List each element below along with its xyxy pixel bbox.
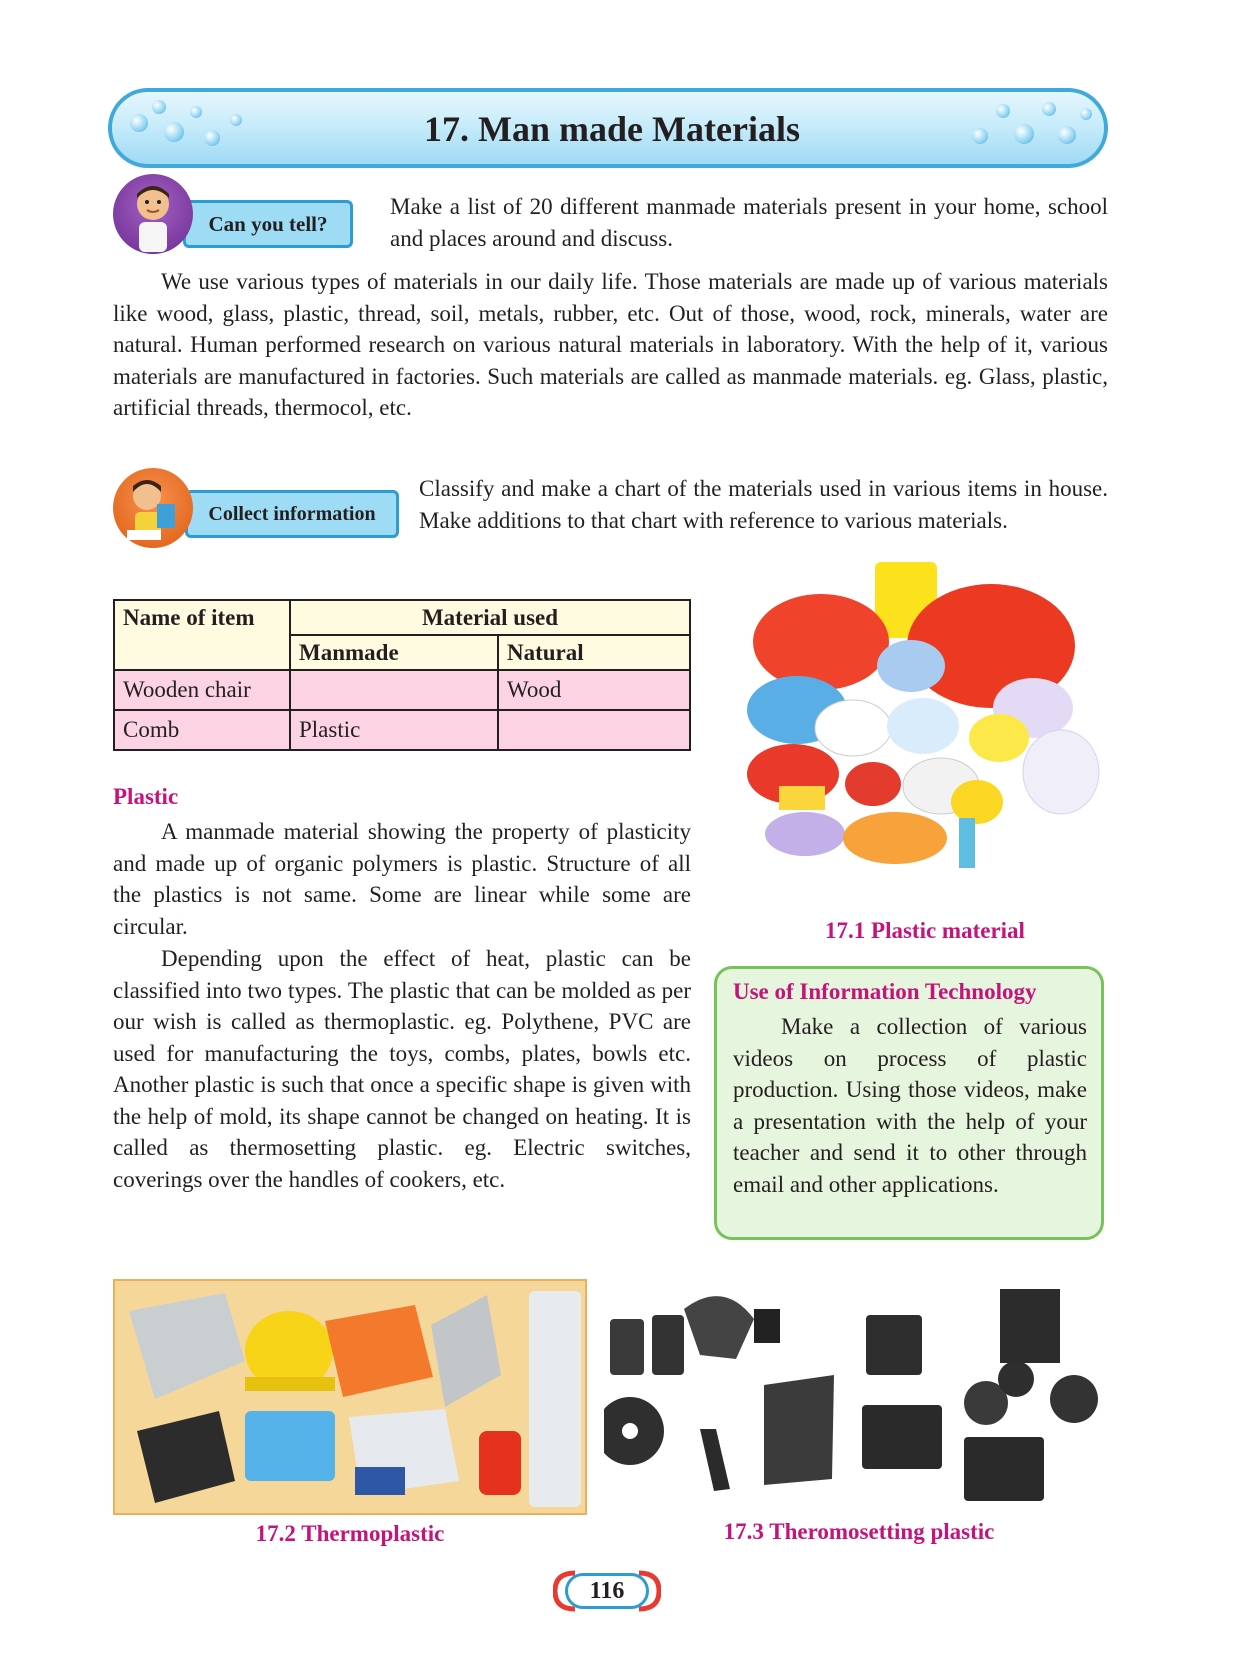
can-you-tell-badge bbox=[113, 174, 353, 250]
figure-17-1-caption: 17.1 Plastic material bbox=[825, 918, 1025, 943]
table-row bbox=[114, 670, 690, 710]
page-title: 17. Man made Materials bbox=[424, 109, 800, 149]
it-box-text: Make a collection of various videos on process of plastic production. Using those videos, make a presentation with the help of your teacher and send it to other through email and other applications. bbox=[733, 1014, 1087, 1197]
information-technology-box bbox=[714, 966, 1104, 1240]
plastic-material-image bbox=[745, 548, 1105, 898]
cell-item: Comb bbox=[114, 710, 290, 750]
cell-natural bbox=[498, 710, 690, 750]
reading-boy-icon bbox=[113, 468, 193, 548]
materials-table bbox=[113, 599, 691, 751]
header-manmade: Manmade bbox=[290, 635, 498, 670]
cell-manmade: Plastic bbox=[290, 710, 498, 750]
it-box-heading: Use of Information Technology bbox=[733, 979, 1037, 1004]
plastic-paragraph-2: Depending upon the effect of heat, plastic can be classified into two types. The plastic that can be molded as per our wish is called as thermoplastic. eg. Polythene, PVC are used for manufacturing the toys, combs, plates, bowls etc. Another plastic is such that once a specific shape is given with the help of mold, its shape cannot be changed on heating. It is called as thermosetting plastic. eg. Electric switches, coverings over the handles of cookers, etc. bbox=[113, 946, 691, 1192]
figure-17-2-caption: 17.2 Thermoplastic bbox=[255, 1521, 445, 1546]
intro-paragraph: We use various types of materials in our daily life. Those materials are made up of various materials like wood, glass, plastic, thread, soil, metals, rubber, etc. Out of those, wood, rock, minerals, water are natural. Human performed research on various natural materials in laboratory. With the help of it, various materials are manufactured in factories. Such materials are called as manmade materials. eg. Glass, plastic, artificial threads, thermocol, etc. bbox=[113, 269, 1108, 420]
collect-information-text: Classify and make a chart of the materials used in various items in house. Make additions to that chart with reference to various materials. bbox=[419, 476, 1108, 533]
can-you-tell-text: Make a list of 20 different manmade materials present in your home, school and places around and discuss. bbox=[390, 194, 1108, 251]
header-material-used: Material used bbox=[290, 600, 690, 635]
cell-manmade bbox=[290, 670, 498, 710]
cell-item: Wooden chair bbox=[114, 670, 290, 710]
title-banner bbox=[108, 88, 1108, 168]
can-you-tell-label: Can you tell? bbox=[183, 200, 353, 248]
collect-information-label: Collect information bbox=[185, 490, 399, 538]
plastic-paragraph-1: A manmade material showing the property of plasticity and made up of organic polymers is plastic. Structure of all the plastics is not same. Some are linear while some are circular. bbox=[113, 819, 691, 939]
boy-avatar-icon bbox=[113, 174, 193, 254]
thermosetting-plastic-image bbox=[604, 1279, 1108, 1515]
header-name-of-item: Name of item bbox=[114, 600, 290, 670]
cell-natural: Wood bbox=[498, 670, 690, 710]
collect-information-badge bbox=[113, 468, 399, 548]
figure-17-3-caption: 17.3 Theromosetting plastic bbox=[723, 1519, 995, 1544]
plastic-heading: Plastic bbox=[113, 784, 179, 809]
page-number: 116 bbox=[565, 1573, 649, 1609]
header-natural: Natural bbox=[498, 635, 690, 670]
page-number-badge bbox=[553, 1569, 661, 1613]
table-row bbox=[114, 710, 690, 750]
thermoplastic-image bbox=[113, 1279, 587, 1515]
